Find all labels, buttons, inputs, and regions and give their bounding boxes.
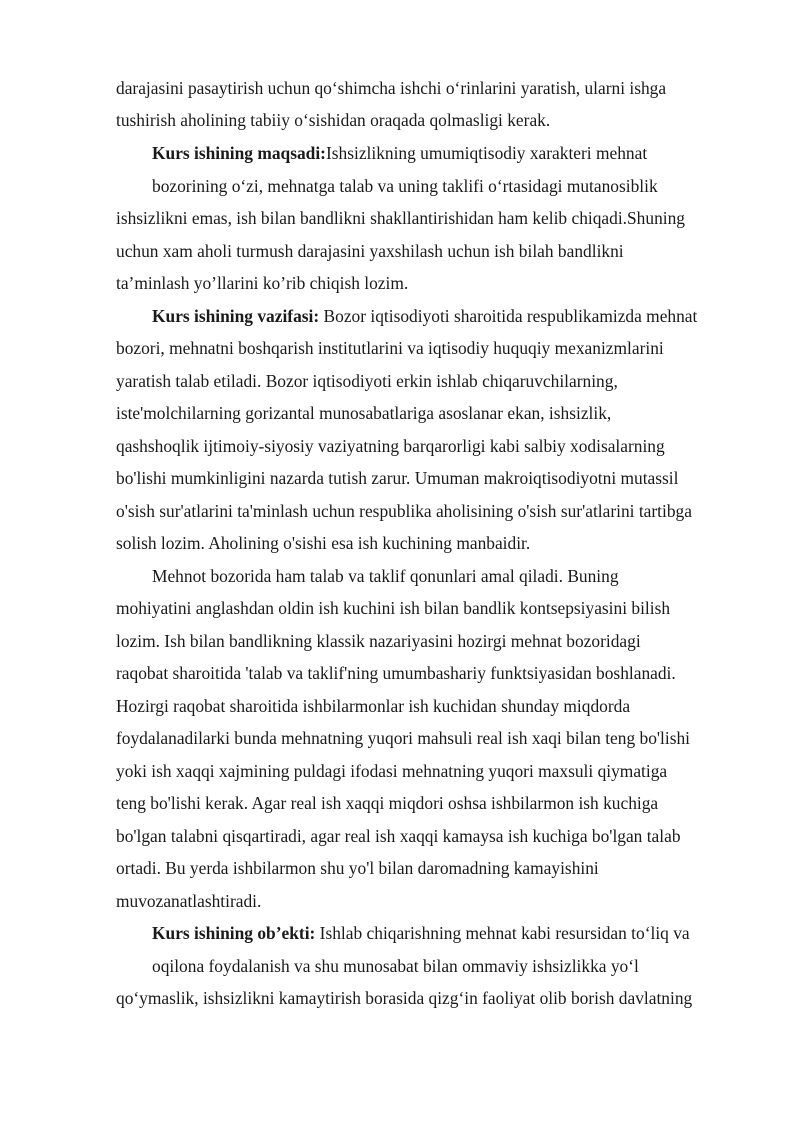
paragraph-line: oqilona foydalanish va shu munosabat bilan ommaviy ishsizlikka yo‘l [152, 956, 639, 976]
paragraph-line: Hozirgi raqobat sharoitida ishbilarmonlar ish kuchidan shunday miqdorda [116, 696, 631, 716]
paragraph-line: bozorining o‘zi, mehnatga talab va uning taklifi o‘rtasidagi mutanosiblik [152, 176, 658, 196]
paragraph-line: ortadi. Bu yerda ishbilarmon shu yo'l bilan daromadning kamayishini [116, 858, 599, 878]
paragraph-line: qashshoqlik ijtimoiy-siyosiy vaziyatning barqarorligi kabi salbiy xodisalarning [116, 436, 665, 456]
section-heading-obekti: Kurs ishining ob’ekti: [152, 923, 316, 943]
paragraph-line: ta’minlash yo’llarini ko’rib chiqish lozim. [116, 273, 409, 293]
paragraph-text: Bozor iqtisodiyoti sharoitida respublikamizda mehnat [319, 306, 698, 326]
paragraph-line [152, 305, 697, 327]
paragraph-line: uchun xam aholi turmush darajasini yaxshilash uchun ish bilah bandlikni [116, 241, 624, 261]
paragraph-line: muvozanatlashtiradi. [116, 891, 262, 911]
paragraph-text: Ishsizlikning umumiqtisodiy xarakteri mehnat [325, 143, 648, 163]
paragraph-line [152, 922, 690, 944]
paragraph-line: raqobat sharoitida 'talab va taklif'ning umumbashariy funktsiyasidan boshlanadi. [116, 663, 676, 683]
paragraph-line: Mehnot bozorida ham talab va taklif qonunlari amal qiladi. Buning [152, 566, 619, 586]
paragraph-line: bozori, mehnatni boshqarish institutlarini va iqtisodiy huquqiy mexanizmlarini [116, 338, 664, 358]
section-heading-vazifasi: Kurs ishining vazifasi: [152, 306, 320, 326]
paragraph-line: teng bo'lishi kerak. Agar real ish xaqqi miqdori oshsa ishbilarmon ish kuchiga [116, 793, 659, 813]
paragraph-line: foydalanadilarki bunda mehnatning yuqori mahsuli real ish xaqi bilan teng bo'lishi [116, 728, 691, 748]
paragraph-line: qo‘ymaslik, ishsizlikni kamaytirish borasida qizg‘in faoliyat olib borish davlatning [116, 988, 693, 1008]
paragraph-line: tushirish aholining tabiiy o‘sishidan oraqada qolmasligi kerak. [116, 110, 551, 130]
section-heading-maqsadi: Kurs ishining maqsadi: [152, 143, 326, 163]
paragraph-text: Ishlab chiqarishning mehnat kabi resursidan to‘liq va [315, 923, 690, 943]
paragraph-line: yaratish talab etiladi. Bozor iqtisodiyoti erkin ishlab chiqaruvchilarning, [116, 371, 618, 391]
paragraph-line: iste'molchilarning gorizantal munosabatlariga asoslanar ekan, ishsizlik, [116, 403, 612, 423]
paragraph-line: bo'lishi mumkinligini nazarda tutish zarur. Umuman makroiqtisodiyotni mutassil [116, 468, 679, 488]
paragraph-line: darajasini pasaytirish uchun qo‘shimcha ishchi o‘rinlarini yaratish, ularni ishga [116, 78, 667, 98]
paragraph-line [152, 142, 647, 164]
paragraph-line: solish lozim. Aholining o'sishi esa ish kuchining manbaidir. [116, 533, 531, 553]
paragraph-line: mohiyatini anglashdan oldin ish kuchini ish bilan bandlik kontsepsiyasini bilish [116, 598, 671, 618]
paragraph-line: lozim. Ish bilan bandlikning klassik nazariyasini hozirgi mehnat bozoridagi [116, 631, 641, 651]
paragraph-line: o'sish sur'atlarini ta'minlash uchun respublika aholisining o'sish sur'atlarini tartibga [116, 501, 692, 521]
paragraph-line: yoki ish xaqqi xajmining puldagi ifodasi mehnatning yuqori maxsuli qiymatiga [116, 761, 668, 781]
paragraph-line: bo'lgan talabni qisqartiradi, agar real ish xaqqi kamaysa ish kuchiga bo'lgan talab [116, 826, 681, 846]
paragraph-line: ishsizlikni emas, ish bilan bandlikni shakllantirishidan ham kelib chiqadi.Shuning [116, 208, 685, 228]
